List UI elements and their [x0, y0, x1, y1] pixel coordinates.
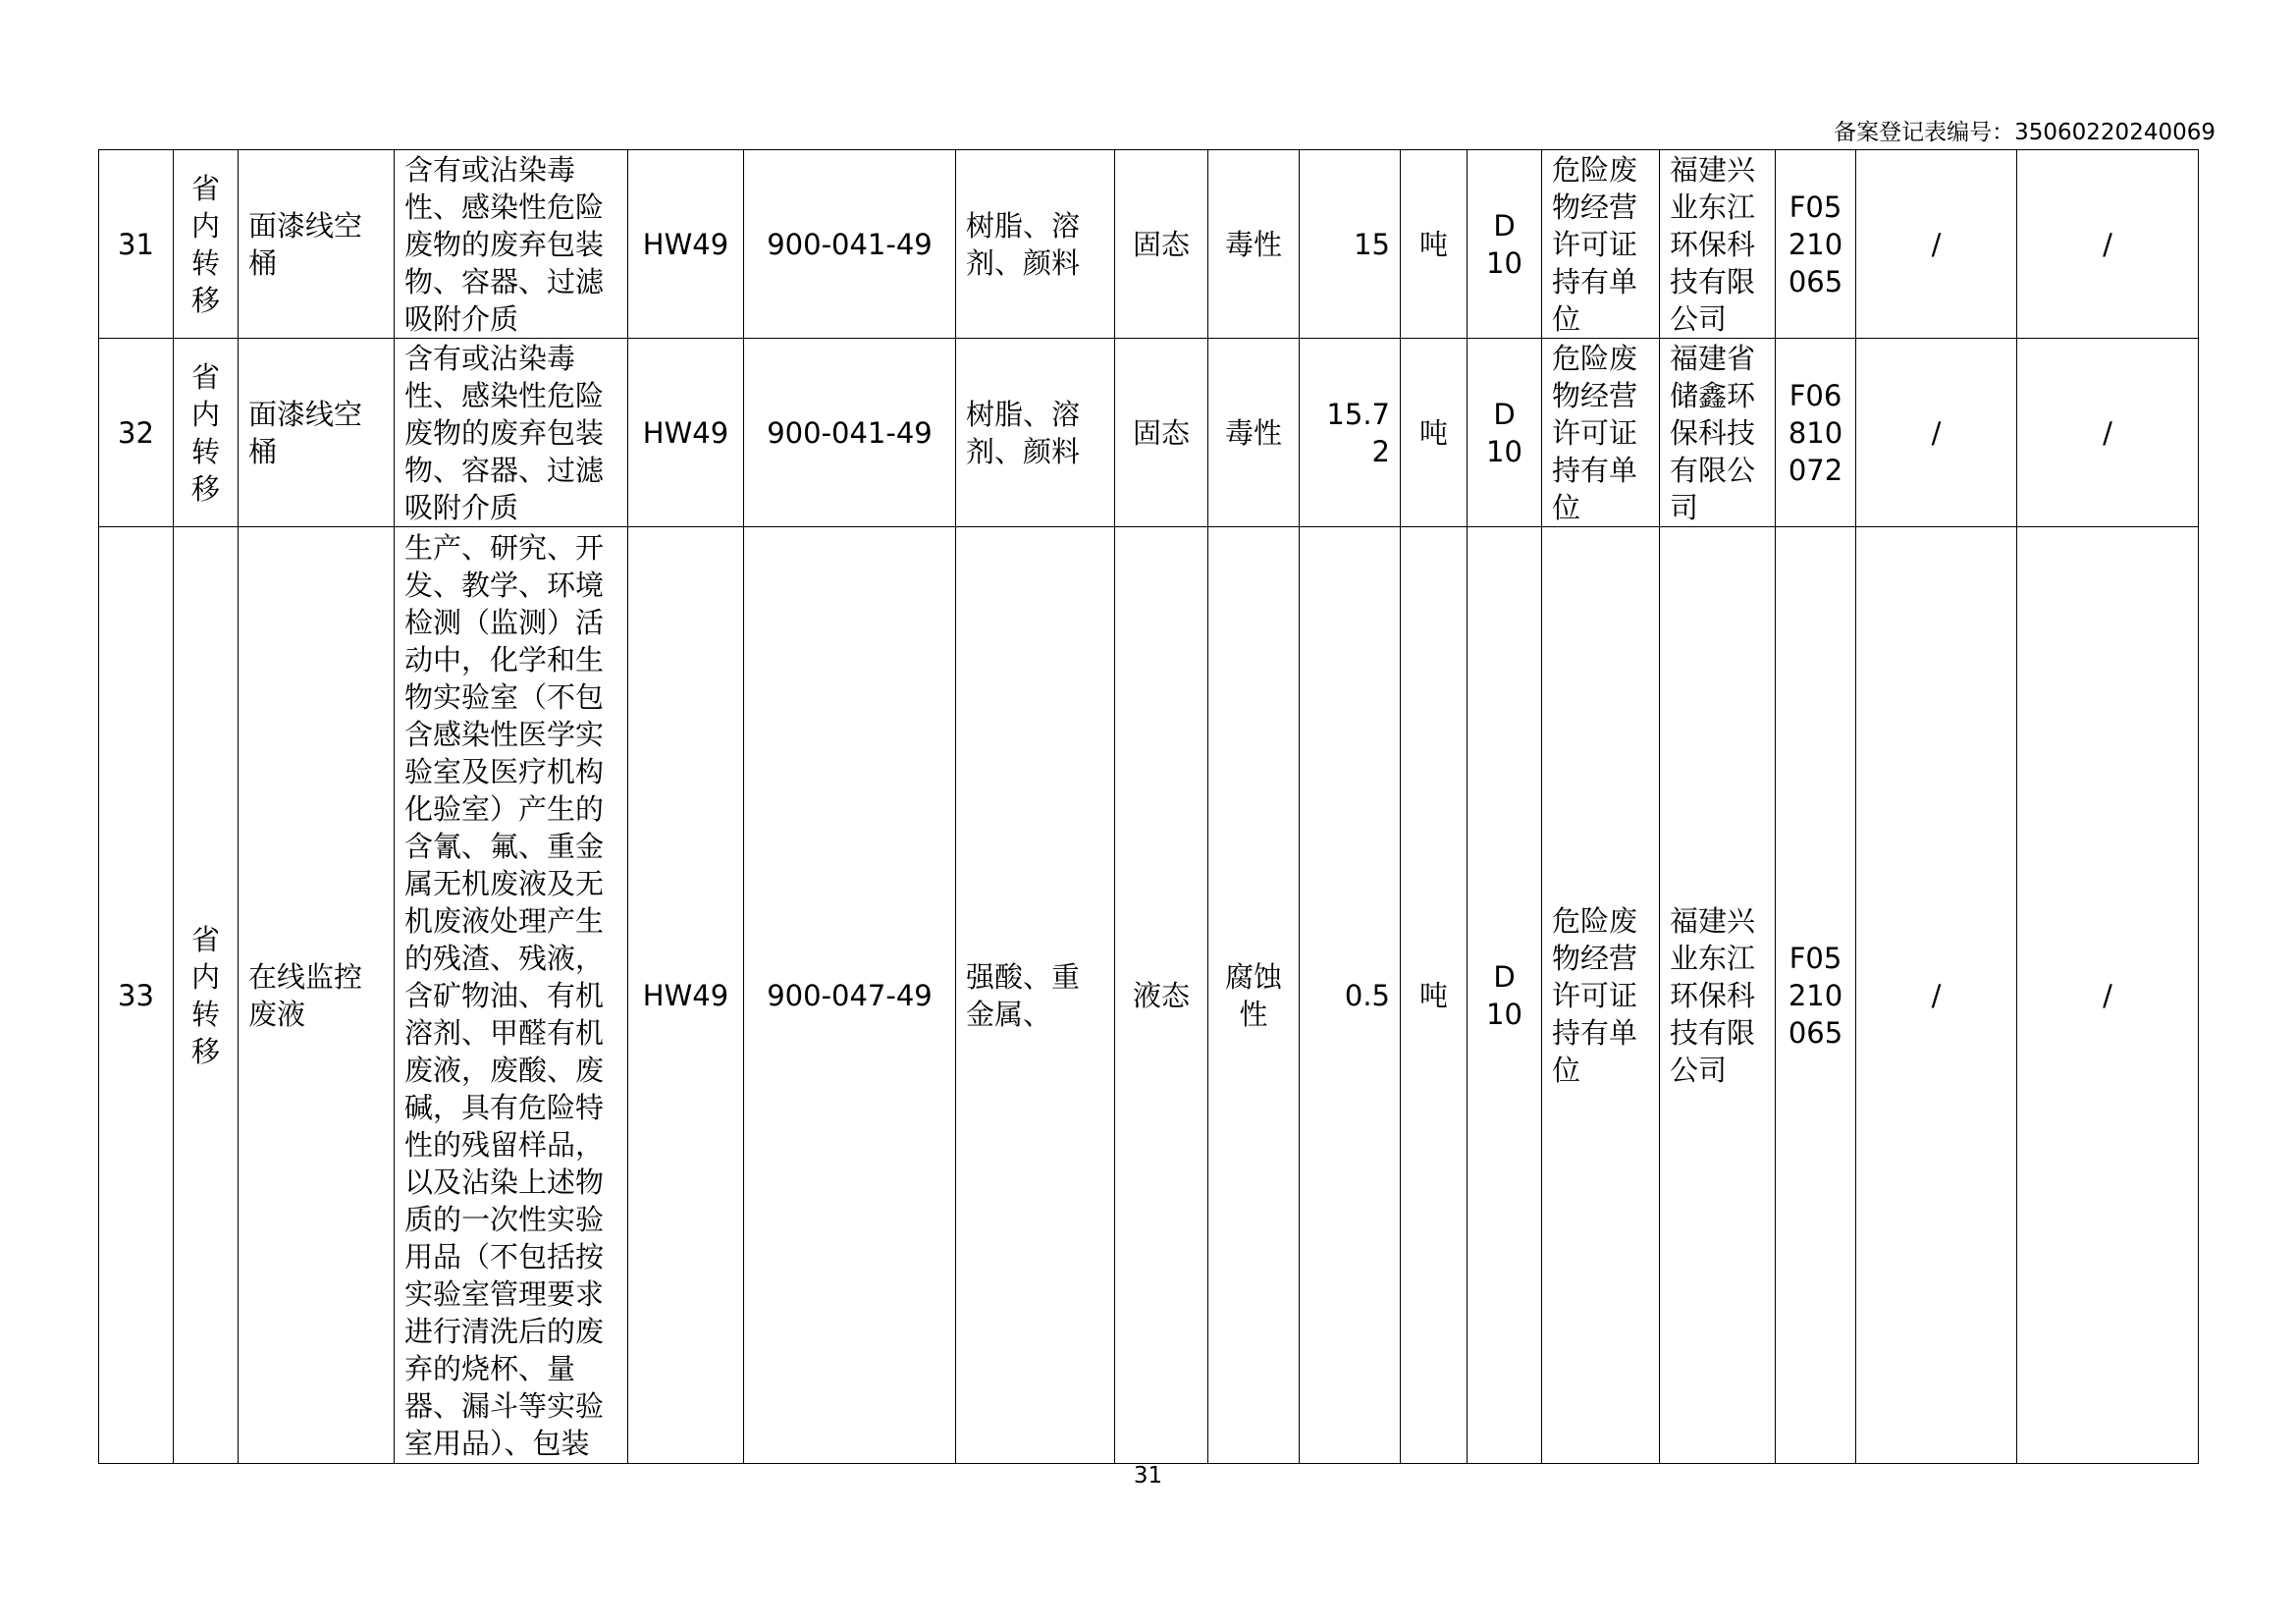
transfer-type: 省内转移	[174, 150, 239, 339]
table-row	[99, 150, 2199, 339]
unit: 吨	[1401, 339, 1468, 527]
column-14: /	[1856, 527, 2017, 1464]
registration-number: 备案登记表编号：35060220240069	[1834, 120, 2216, 145]
hazard-property: 毒性	[1208, 150, 1300, 339]
receiver-name: 福建省储鑫环保科技有限公司	[1660, 339, 1776, 527]
column-15: /	[2017, 339, 2199, 527]
column-15: /	[2017, 150, 2199, 339]
waste-source: 含有或沾染毒性、感染性危险废物的废弃包装物、容器、过滤吸附介质	[395, 150, 628, 339]
row-number: 33	[99, 527, 174, 1464]
waste-code: 900-047-49	[744, 527, 956, 1464]
row-number: 32	[99, 339, 174, 527]
receiver-type: 危险废物经营许可证持有单位	[1542, 150, 1660, 339]
waste-name: 在线监控废液	[239, 527, 395, 1464]
main-component: 树脂、溶剂、颜料	[956, 150, 1115, 339]
disposal-method: D10	[1468, 339, 1542, 527]
waste-code: 900-041-49	[744, 339, 956, 527]
transfer-type: 省内转移	[174, 339, 239, 527]
receiver-name: 福建兴业东江环保科技有限公司	[1660, 527, 1776, 1464]
physical-form: 固态	[1115, 150, 1208, 339]
main-component: 强酸、重金属、	[956, 527, 1115, 1464]
amount: 0.5	[1300, 527, 1401, 1464]
waste-category: HW49	[628, 527, 744, 1464]
hazard-property: 毒性	[1208, 339, 1300, 527]
row-number: 31	[99, 150, 174, 339]
waste-code: 900-041-49	[744, 150, 956, 339]
receiver-type: 危险废物经营许可证持有单位	[1542, 339, 1660, 527]
hazard-property: 腐蚀性	[1208, 527, 1300, 1464]
unit: 吨	[1401, 527, 1468, 1464]
table-row	[99, 339, 2199, 527]
waste-source: 含有或沾染毒性、感染性危险废物的废弃包装物、容器、过滤吸附介质	[395, 339, 628, 527]
license-number: F05210065	[1776, 527, 1856, 1464]
column-15: /	[2017, 527, 2199, 1464]
receiver-type: 危险废物经营许可证持有单位	[1542, 527, 1660, 1464]
page-number: 31	[1133, 1463, 1163, 1489]
main-component: 树脂、溶剂、颜料	[956, 339, 1115, 527]
waste-name: 面漆线空桶	[239, 150, 395, 339]
license-number: F05210065	[1776, 150, 1856, 339]
disposal-method: D10	[1468, 150, 1542, 339]
disposal-method: D10	[1468, 527, 1542, 1464]
amount: 15.72	[1300, 339, 1401, 527]
physical-form: 固态	[1115, 339, 1208, 527]
amount: 15	[1300, 150, 1401, 339]
waste-name: 面漆线空桶	[239, 339, 395, 527]
column-14: /	[1856, 339, 2017, 527]
waste-category: HW49	[628, 339, 744, 527]
waste-category: HW49	[628, 150, 744, 339]
waste-source: 生产、研究、开发、教学、环境检测（监测）活动中，化学和生物实验室（不包含感染性医学实验室及医疗机构化验室）产生的含氰、氟、重金属无机废液及无机废液处理产生的残渣、残液，含矿物油、有机溶剂、甲醛有机废液，废酸、废碱，具有危险特性的残留样品，以及沾染上述物质的一次性实验用品（不包括按实验室管理要求进行清洗后的废弃的烧杯、量器、漏斗等实验室用品）、包装	[395, 527, 628, 1464]
unit: 吨	[1401, 150, 1468, 339]
physical-form: 液态	[1115, 527, 1208, 1464]
transfer-type: 省内转移	[174, 527, 239, 1464]
column-14: /	[1856, 150, 2017, 339]
receiver-name: 福建兴业东江环保科技有限公司	[1660, 150, 1776, 339]
waste-transfer-table	[98, 149, 2199, 1464]
license-number: F06810072	[1776, 339, 1856, 527]
table-row	[99, 527, 2199, 1464]
